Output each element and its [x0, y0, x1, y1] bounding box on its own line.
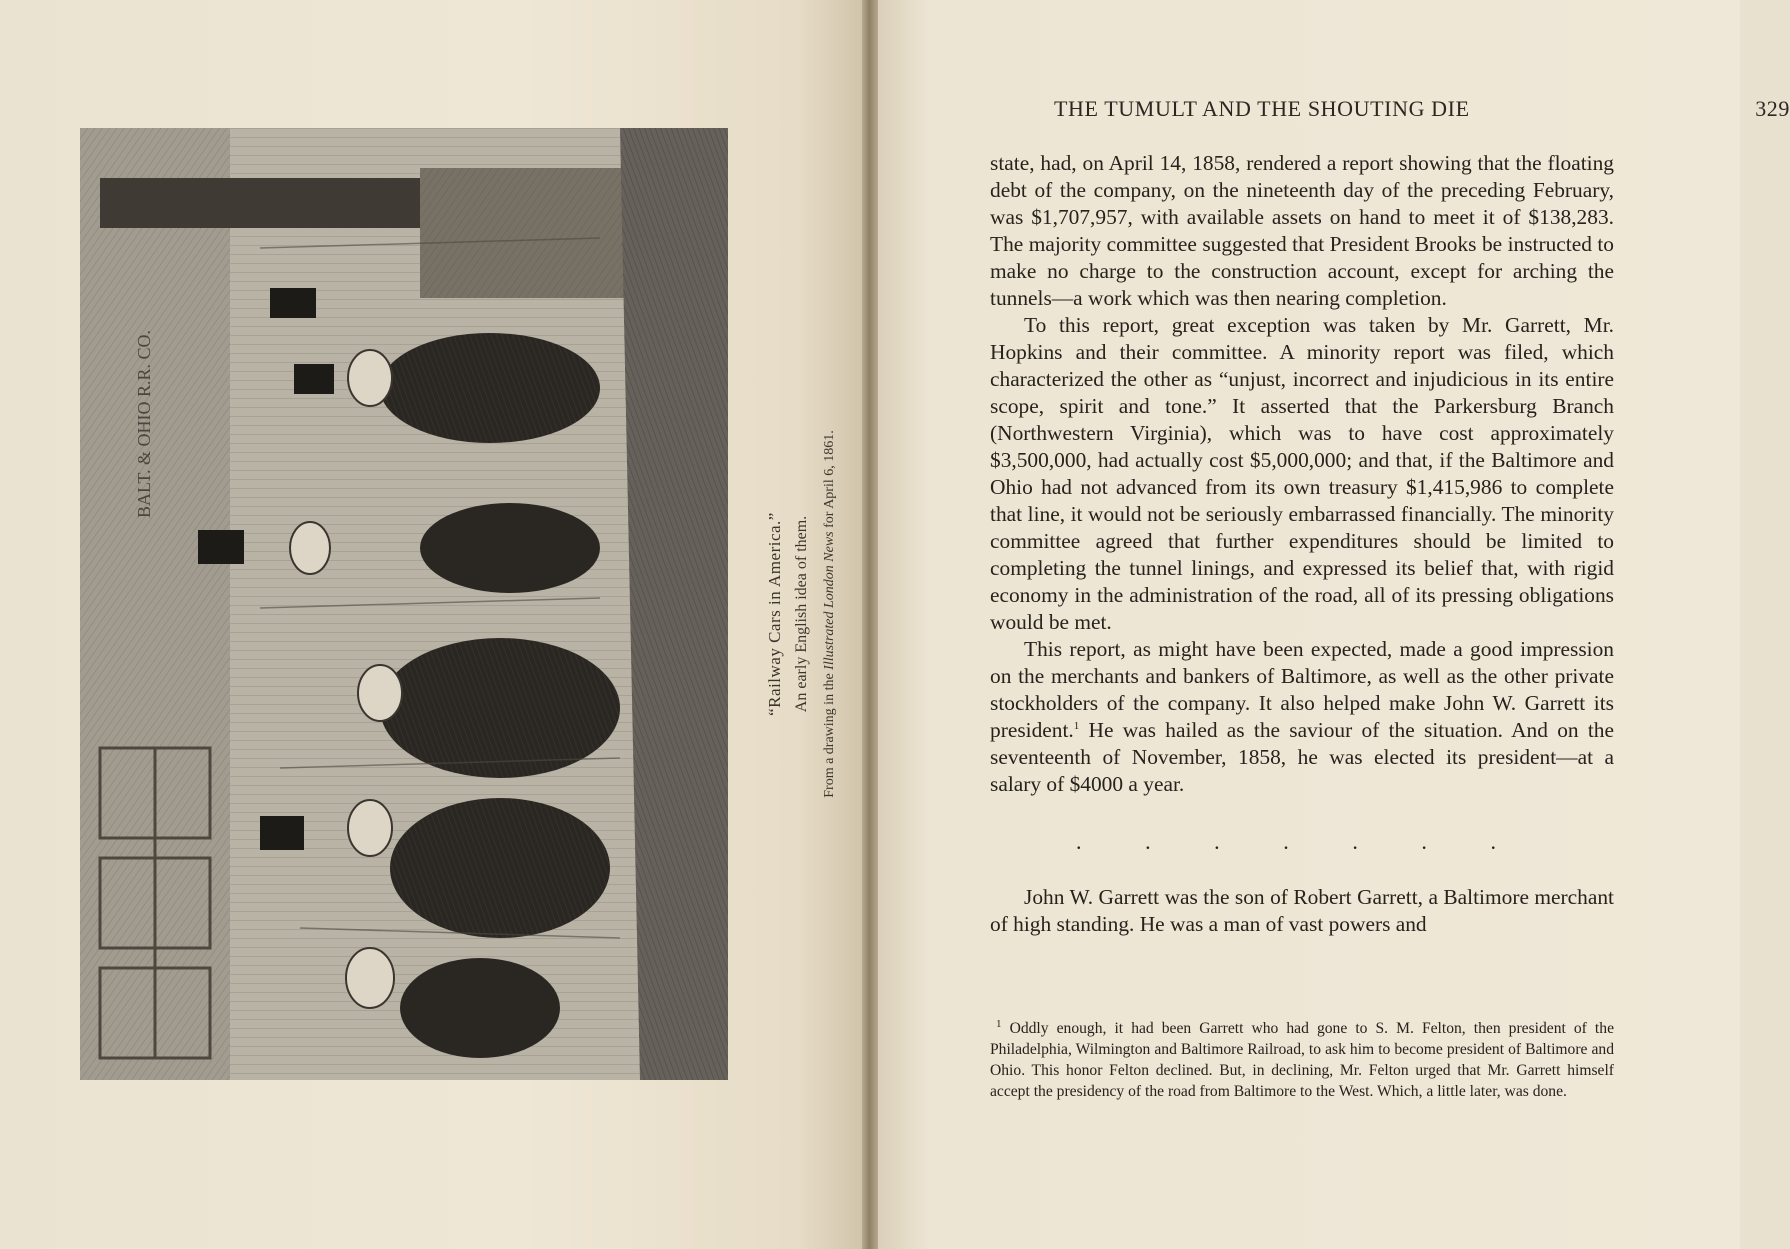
illustration-sign-text: BALT. & OHIO R.R. CO. — [134, 329, 154, 518]
running-head — [1054, 96, 1790, 122]
paragraph-1: state, had, on April 14, 1858, rendered a report showing that the floating debt of the company, on the nineteenth day of the preceding February, was $1,707,957, with available assets on hand to meet it of $138,283. The majority committee suggested that President Brooks be instructed to make no charge to the construction account, except for arching the tunnels—a work which was then nearing completion. — [990, 151, 1614, 310]
section-break-dot: . — [1214, 829, 1220, 854]
caption-subtitle: An early English idea of them. — [793, 515, 810, 713]
footnote — [990, 1018, 1614, 1102]
section-break-dot: . — [1421, 829, 1427, 854]
section-break-dot: . — [1076, 829, 1082, 854]
section-break-dot: . — [1490, 829, 1496, 854]
footnote-text: Oddly enough, it had been Garrett who had gone to S. M. Felton, then president of the Philadelphia, Wilmington and Baltimore Railroad, to ask him to become president of Baltimore and Ohio. This honor Felton declined. But, in declining, Mr. Felton urged that Mr. Garrett himself accept the presidency of the road from Baltimore to the West. Which, a little later, was done. — [990, 1020, 1614, 1100]
engraving-drawing — [80, 128, 728, 1080]
footnote-marker: 1 — [996, 1017, 1002, 1030]
caption-title: “Railway Cars in America.” — [765, 512, 784, 716]
section-break-dot: . — [1283, 829, 1289, 854]
right-page — [878, 0, 1790, 1249]
section-break — [1076, 829, 1496, 854]
railway-cars-illustration — [80, 128, 728, 1080]
paragraph-2: To this report, great exception was taken by Mr. Garrett, Mr. Hopkins and their committee. A minority report was filed, which characterized the other as “unjust, incorrect and injudicious in its entire scope, spirit and tone.” It asserted that the Parkersburg Branch (Northwestern Virginia), which was to have cost approximately $3,500,000, had actually cost $5,000,000; and that, if the Baltimore and Ohio had not advanced from its own treasury $1,415,986 to complete that line, it would not be seriously embarrassed financially. The minority committee agreed that further expenditures should be limited to completing the tunnel linings, and expressed its belief that, with rigid economy in the administration of the road, all of its pressing obligations would be met. — [990, 313, 1614, 634]
page-number: 329 — [1755, 96, 1790, 121]
illustration-caption — [761, 234, 845, 994]
footnote-reference: 1 — [1073, 719, 1080, 732]
paragraph-3-part-1: This report, as might have been expected, made a good impression on the merchants and bankers of Baltimore, as well as the other private stockholders of the company. It also helped make John W. Garrett its president. — [990, 637, 1614, 742]
paragraph-4: John W. Garrett was the son of Robert Garrett, a Baltimore merchant of high standing. He was a man of vast powers and — [990, 885, 1614, 936]
caption-source-publication: Illustrated London News — [822, 531, 837, 670]
section-break-dot: . — [1145, 829, 1151, 854]
caption-source — [815, 234, 845, 994]
book-gutter — [862, 0, 878, 1249]
paragraph-3-part-2: He was hailed as the saviour of the situation. And on the seventeenth of November, 1858, he was elected its president—at a salary of $4000 a year. — [990, 718, 1614, 796]
caption-source-prefix: From a drawing in the — [822, 669, 837, 798]
left-page — [0, 0, 868, 1249]
running-head-title: THE TUMULT AND THE SHOUTING DIE — [1054, 96, 1470, 121]
body-text — [990, 150, 1614, 938]
caption-source-suffix: for April 6, 1861. — [822, 430, 837, 532]
paragraph-3 — [990, 636, 1614, 798]
section-break-dot: . — [1352, 829, 1358, 854]
